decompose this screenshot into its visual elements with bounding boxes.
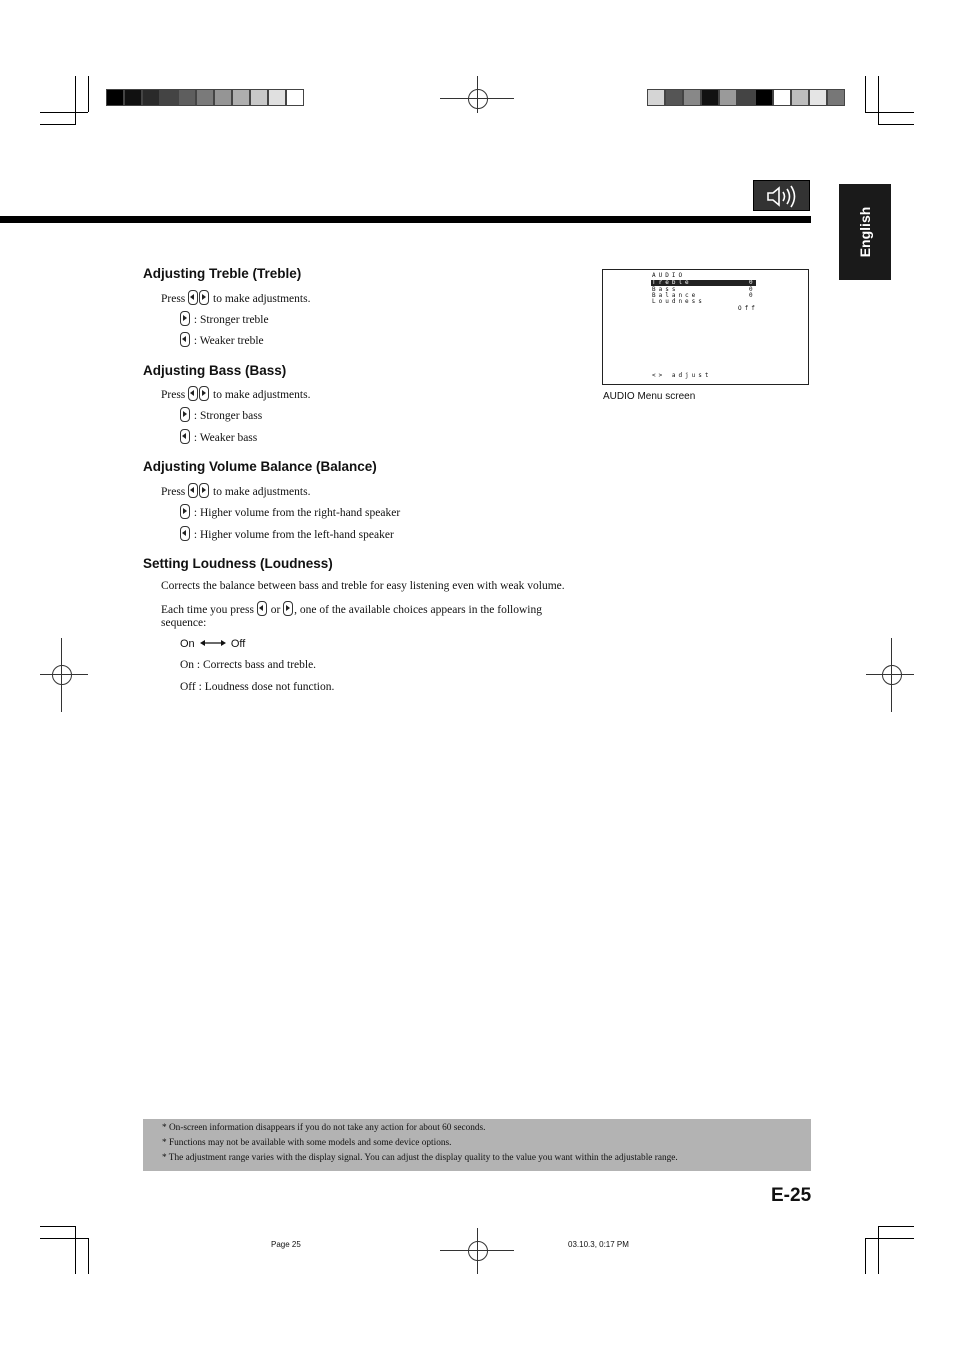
crop-mark [865,112,914,113]
section-title-loudness: Setting Loudness (Loudness) [143,556,333,571]
left-button-icon [188,483,198,498]
osd-row-label: Balance [652,292,699,299]
paragraph: sequence: [161,617,207,629]
paragraph: Corrects the balance between bass and treble for easy listening even with weak volume. [161,580,565,592]
osd-row-value: 0 [749,286,756,293]
osd-footer: <> adjust [652,372,712,379]
press-instruction: Press to make adjustments. [161,290,310,305]
crop-mark [878,1226,879,1274]
left-button-icon [180,332,190,347]
definition: Off : Loudness dose not function. [180,681,335,693]
right-button-icon [283,601,293,616]
right-button-icon [180,504,190,519]
left-button-icon [180,429,190,444]
crop-mark [88,1238,89,1274]
note: * Functions may not be available with some models and some device options. [162,1138,452,1148]
right-button-icon [199,386,209,401]
osd-row-label: Bass [652,286,679,293]
notes-box [143,1119,811,1171]
crop-mark [878,1226,914,1227]
double-arrow-icon [200,639,226,647]
footer-page: Page 25 [271,1240,301,1249]
paragraph: Each time you press or , one of the available choices appears in the following [161,601,542,616]
section-title-treble: Adjusting Treble (Treble) [143,266,302,281]
osd-row-label: Loudness [652,298,705,305]
right-button-icon [180,407,190,422]
left-button-icon [188,386,198,401]
right-button-icon [199,290,209,305]
list-item: : Stronger bass [180,407,262,422]
osd-loudness-value: Off [738,305,758,312]
press-instruction: Press to make adjustments. [161,386,310,401]
crop-mark [40,112,88,113]
section-title-bass: Adjusting Bass (Bass) [143,363,287,378]
osd-row-value: 0 [749,292,756,299]
press-instruction: Press to make adjustments. [161,483,310,498]
crop-mark [878,124,914,125]
crop-mark [40,1226,76,1227]
footer-stamp: 03.10.3, 0:17 PM [568,1240,629,1249]
right-button-icon [180,311,190,326]
list-item: : Stronger treble [180,311,269,326]
osd-title: AUDIO [652,272,686,279]
crop-mark [40,1238,88,1239]
page-number: E-25 [771,1185,812,1206]
crop-mark [88,76,89,112]
list-item: : Weaker bass [180,429,257,444]
crop-mark [878,76,879,124]
crop-mark [865,1238,866,1274]
speaker-icon [753,180,810,211]
header-rule [0,216,811,223]
left-button-icon [257,601,267,616]
crop-mark [75,76,76,124]
crop-mark [865,76,866,112]
language-tab-label: English [857,206,873,258]
note: * The adjustment range varies with the display signal. You can adjust the display quality to the value you want within the adjustable range. [162,1153,678,1163]
osd-caption: AUDIO Menu screen [603,391,696,402]
audio-menu-screen [602,269,809,385]
osd-row-value: 0 [749,279,756,286]
left-button-icon [188,290,198,305]
language-tab[interactable] [839,184,891,280]
note: * On-screen information disappears if you do not take any action for about 60 seconds. [162,1123,486,1133]
sequence: On Off [180,638,246,650]
section-title-balance: Adjusting Volume Balance (Balance) [143,459,377,474]
definition: On : Corrects bass and treble. [180,659,317,671]
crop-mark [865,1238,914,1239]
list-item: : Higher volume from the right-hand speaker [180,504,400,519]
crop-mark [40,124,76,125]
left-button-icon [180,526,190,541]
list-item: : Weaker treble [180,332,264,347]
right-button-icon [199,483,209,498]
osd-row-label: Treble [652,279,692,286]
list-item: : Higher volume from the left-hand speaker [180,526,394,541]
crop-mark [75,1226,76,1274]
